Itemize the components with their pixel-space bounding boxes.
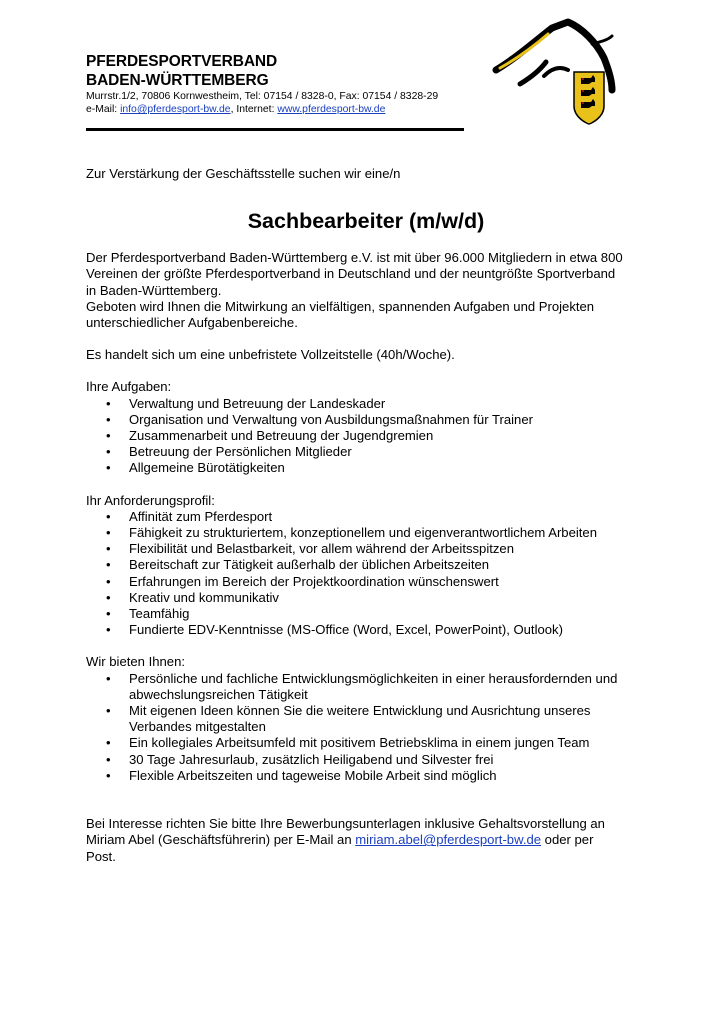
section-tasks [86,379,646,476]
intro-text: Zur Verstärkung der Geschäftsstelle suchen wir eine/n [86,166,401,181]
horse-head-coat-of-arms-icon [482,18,632,128]
section-requirements [86,493,646,639]
list-item: • Organisation und Verwaltung von Ausbildungsmaßnahmen für Trainer [106,411,533,427]
internet-label: , Internet: [230,104,278,115]
list-item: • Betreuung der Persönlichen Mitglieder [106,444,352,460]
header-divider [86,128,464,131]
list-item: • 30 Tage Jahresurlaub, zusätzlich Heiligabend und Silvester frei [106,751,494,767]
section-title: Ihr Anforderungsprofil: [86,492,215,508]
list-item: • Kreativ und kommunikativ [106,589,279,605]
letterhead [86,52,486,116]
description-line: in Baden-Württemberg. [86,282,222,298]
description-line: Geboten wird Ihnen die Mitwirkung an vielfältigen, spannenden Aufgaben und Projekten [86,298,595,314]
offer-list [86,671,646,784]
list-item: • Affinität zum Pferdesport [106,508,273,524]
job-title: Sachbearbeiter (m/w/d) [247,209,485,234]
bullet-icon: • [106,460,111,476]
bullet-icon: • [106,508,111,524]
list-item: • Teamfähig [106,606,190,622]
closing-line: Post. [86,848,116,864]
bullet-icon: • [106,444,111,460]
description-line: Der Pferdesportverband Baden-Württemberg e.V. ist mit über 96.000 Mitgliedern in etwa 800 [86,250,623,266]
bullet-icon: • [106,767,111,783]
bullet-icon: • [106,735,111,751]
list-item: • Verwaltung und Betreuung der Landeskader [106,395,386,411]
bullet-icon: • [106,589,111,605]
org-name-line-1: PFERDESPORTVERBAND [86,53,278,70]
list-item: • Allgemeine Bürotätigkeiten [106,460,285,476]
requirements-list [86,509,646,639]
list-item: • Mit eigenen Ideen können Sie die weitere Entwicklung und Ausrichtung unseres Verbandes mitgestalten [106,703,591,735]
email-label: e-Mail: [86,104,121,115]
list-item: • Flexible Arbeitszeiten und tageweise Mobile Arbeit sind möglich [106,767,497,783]
application-email-link[interactable]: miriam.abel@pferdesport-bw.de [355,832,542,848]
list-item: • Erfahrungen im Bereich der Projektkoordination wünschenswert [106,573,499,589]
list-item: • Bereitschaft zur Tätigkeit außerhalb der üblichen Arbeitszeiten [106,557,490,573]
bullet-icon: • [106,428,111,444]
list-item: • Fundierte EDV-Kenntnisse (MS-Office (Word, Excel, PowerPoint), Outlook) [106,622,563,638]
section-title: Wir bieten Ihnen: [86,654,185,670]
bullet-icon: • [106,541,111,557]
bullet-icon: • [106,525,111,541]
description-line: unterschiedlicher Aufgabenbereiche. [86,315,298,331]
org-address: Murrstr.1/2, 70806 Kornwestheim, Tel: 07154 / 8328-0, Fax: 07154 / 8328-29 [86,91,439,102]
description-line: Vereinen der größte Pferdesportverband in Deutschland und der neuntgrößte Sportverband [86,266,616,282]
bullet-icon: • [106,557,111,573]
closing-line: Miriam Abel (Geschäftsführerin) per E-Mail an miriam.abel@pferdesport-bw.de oder per [86,832,594,848]
bullet-icon: • [106,573,111,589]
position-type: Es handelt sich um eine unbefristete Vollzeitstelle (40h/Woche). [86,347,455,363]
list-item: • Zusammenarbeit und Betreuung der Jugendgremien [106,428,434,444]
bullet-icon: • [106,395,111,411]
website-link[interactable]: www.pferdesport-bw.de [277,104,386,115]
job-posting [86,166,646,865]
closing-paragraph [86,816,646,865]
list-item: • Persönliche und fachliche Entwicklungsmöglichkeiten in einer herausfordernden und abwechslungsreichen Tätigkeit [106,670,618,702]
task-list [86,396,646,477]
description [86,250,646,331]
list-item: • Ein kollegiales Arbeitsumfeld mit positivem Betriebsklima in einem jungen Team [106,735,590,751]
bullet-icon: • [106,622,111,638]
bullet-icon: • [106,670,111,686]
bullet-icon: • [106,751,111,767]
list-item: • Flexibilität und Belastbarkeit, vor allem während der Arbeitsspitzen [106,541,514,557]
org-contact-line [86,103,486,116]
section-title: Ihre Aufgaben: [86,379,172,395]
list-item: • Fähigkeit zu strukturiertem, konzeptionellem und eigenverantwortlichem Arbeiten [106,525,597,541]
bullet-icon: • [106,703,111,719]
email-link[interactable]: info@pferdesport-bw.de [120,104,231,115]
bullet-icon: • [106,411,111,427]
bullet-icon: • [106,606,111,622]
section-offer [86,654,646,784]
org-name-line-2: BADEN-WÜRTTEMBERG [86,72,269,89]
closing-line: Bei Interesse richten Sie bitte Ihre Bewerbungsunterlagen inklusive Gehaltsvorstellung an [86,816,605,832]
